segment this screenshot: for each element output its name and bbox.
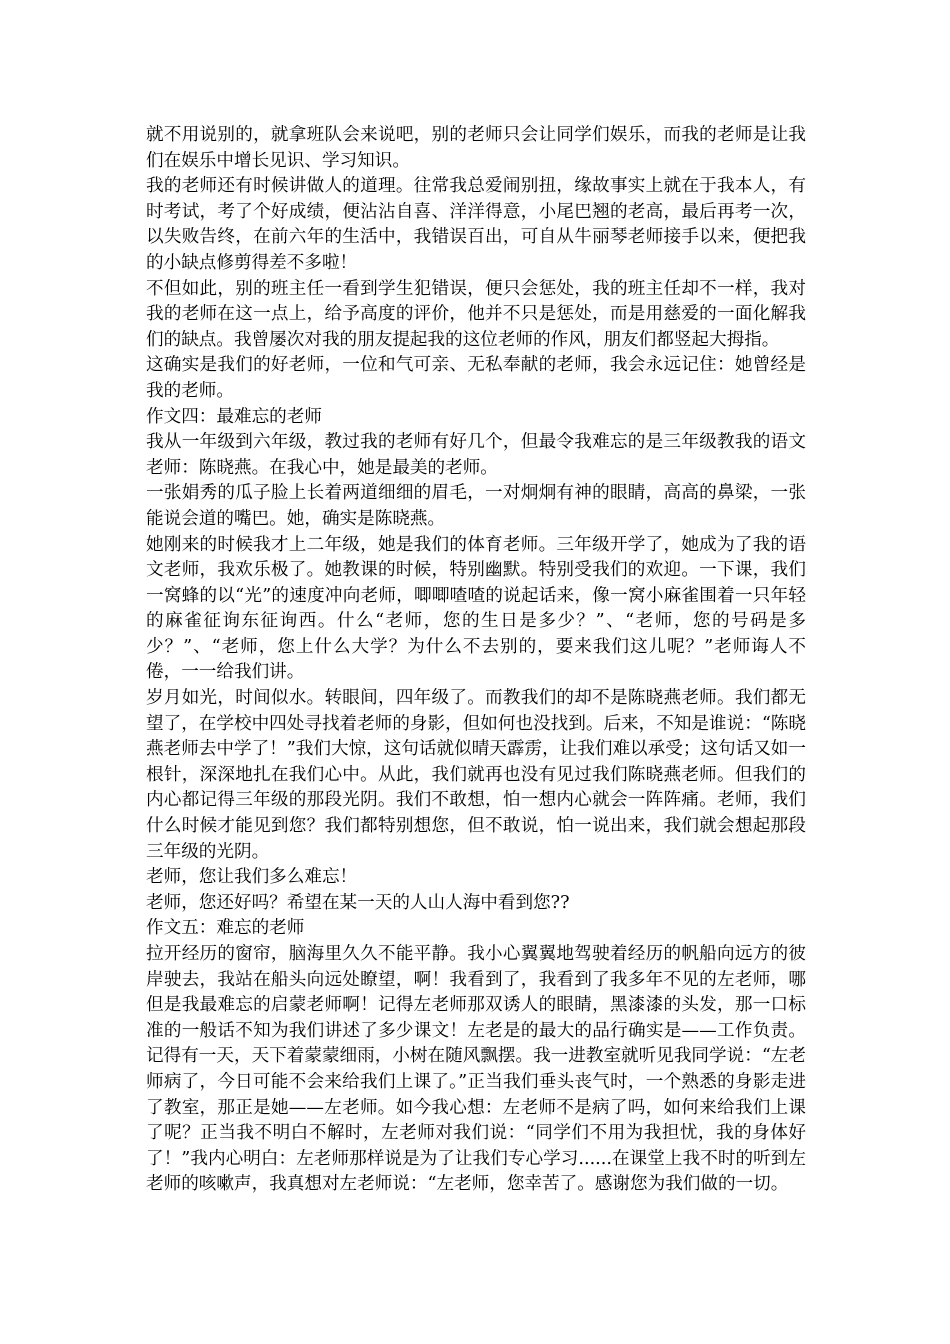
paragraph-nanwang: 老师，您让我们多么难忘！ [146,867,358,888]
paragraph-appearance: 一张娟秀的瓜子脸上长着两道细细的眉毛，一对炯炯有神的眼睛，高高的鼻梁，一张能说会道的嘴巴。她，确实是陈晓燕。 [146,483,806,529]
paragraph-suiyue: 岁月如光，时间似水。转眼间，四年级了。而教我们的却不是陈晓燕老师。我们都无望了，在学校中四处寻找着老师的身影，但如何也没找到。后来，不知是谁说：“陈晓燕老师去中学了！”我们大惊，这句话就似晴天霹雳，让我们难以承受；这句话又如一根针，深深地扎在我们心中。从此，我们就再也没有见过我们陈晓燕老师。但我们的内心都记得三年级的那段光阴。我们不敢想，怕一想内心就会一阵阵痛。老师，我们什么时候才能见到您？我们都特别想您，但不敢说，怕一说出来，我们就会想起那段三年级的光阴。 [146,688,806,862]
paragraph-hao-laoshi: 这确实是我们的好老师，一位和气可亲、无私奉献的老师，我会永远记住：她曾经是我的老师。 [146,355,806,401]
paragraph-zuo-laoshi: 拉开经历的窗帘，脑海里久久不能平静。我小心翼翼地驾驶着经历的帆船向远方的彼岸驶去，我站在船头向远处瞭望，啊！我看到了，我看到了我多年不见的左老师，哪但是我最难忘的启蒙老师啊！记得左老师那双诱人的眼睛，黑漆漆的头发，那一口标准的一般话不知为我们讲述了多少课文！左老是的最大的品行确实是——工作负责。记得有一天，天下着蒙蒙细雨，小树在随风飘摆。我一进教室就听见我同学说：“左老师病了，今日可能不会来给我们上课了。”正当我们垂头丧气时，一个熟悉的身影走进了教室，那正是她——左老师。如今我心想：左老师不是病了吗，如何来给我们上课了呢？正当我不明白不解时，左老师对我们说：“同学们不用为我担忧，我的身体好了！”我内心明白：左老师那样说是为了让我们专心学习......在课堂上我不时的听到左老师的咳嗽声，我真想对左老师说：“左老师，您幸苦了。感谢您为我们做的一切。 [146,944,806,1195]
paragraph-zuoren-daoli: 我的老师还有时候讲做人的道理。往常我总爱闹别扭，缘故事实上就在于我本人，有时考试，考了个好成绩，便沾沾自喜、洋洋得意，小尾巴翘的老高，最后再考一次，以失败告终，在前六年的生活中，我错误百出，可自从牛丽琴老师接手以来，便把我的小缺点修剪得差不多啦！ [146,176,806,273]
paragraph-chengchu: 不但如此，别的班主任一看到学生犯错误，便只会惩处，我的班主任却不一样，我对我的老师在这一点上，给予高度的评价，他并不只是惩处，而是用慈爱的一面化解我们的缺点。我曾屡次对我的朋友提起我的这位老师的作风，朋友们都竖起大拇指。 [146,278,806,350]
document-body [146,123,806,1198]
paragraph-tiyu-laoshi: 她刚来的时候我才上二年级，她是我们的体育老师。三年级开学了，她成为了我的语文老师，我欢乐极了。她教课的时候，特别幽默。特别受我们的欢迎。一下课，我们一窝蜂的以“光”的速度冲向老师，唧唧喳喳的说起话来，像一窝小麻雀围着一只年轻的麻雀征询东征询西。什么“老师，您的生日是多少？”、“老师，您的号码是多少？”、“老师，您上什么大学？为什么不去别的，要来我们这儿呢？”老师诲人不倦，一一给我们讲。 [146,534,806,683]
paragraph-banduihui: 就不用说别的，就拿班队会来说吧，别的老师只会让同学们娱乐，而我的老师是让我们在娱乐中增长见识、学习知识。 [146,125,806,171]
essay-four-title: 作文四：最难忘的老师 [146,406,322,427]
paragraph-haoma: 老师，您还好吗？希望在某一天的人山人海中看到您?? [146,892,570,913]
essay-five-title: 作文五：难忘的老师 [146,918,305,939]
paragraph-chenxiaoyan-intro: 我从一年级到六年级，教过我的老师有好几个，但最令我难忘的是三年级教我的语文老师：陈晓燕。在我心中，她是最美的老师。 [146,432,806,478]
